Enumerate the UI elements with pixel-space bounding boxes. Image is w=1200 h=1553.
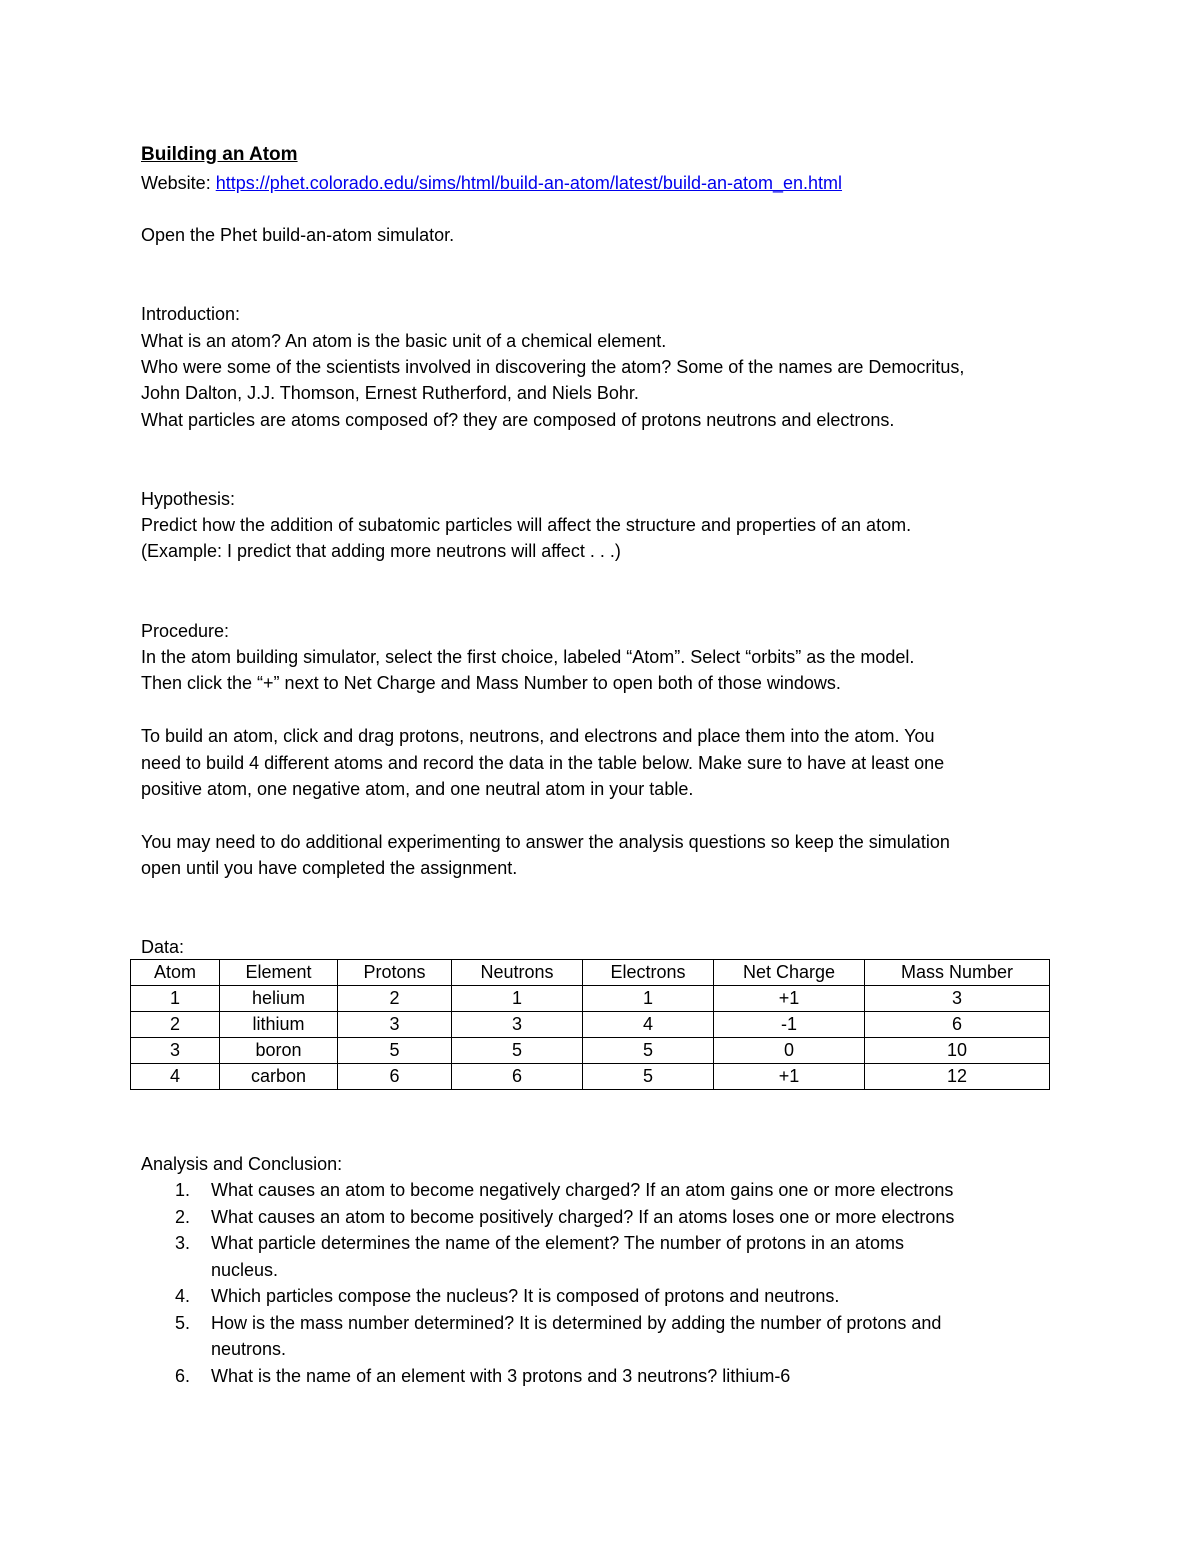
table-cell: 1 — [452, 986, 583, 1012]
table-cell: 1 — [583, 986, 714, 1012]
table-header-cell: Electrons — [583, 960, 714, 986]
data-table — [130, 959, 1050, 1090]
table-row — [131, 1064, 1050, 1090]
table-cell: +1 — [714, 986, 865, 1012]
table-cell: 3 — [131, 1038, 220, 1064]
table-row — [131, 1012, 1050, 1038]
table-cell: 4 — [583, 1012, 714, 1038]
open-instruction: Open the Phet build-an-atom simulator. — [141, 225, 455, 245]
table-cell: +1 — [714, 1064, 865, 1090]
table-cell: 3 — [865, 986, 1050, 1012]
list-text: neutrons. — [211, 1339, 287, 1359]
list-item — [141, 1177, 1061, 1204]
procedure-heading: Procedure: — [141, 621, 230, 641]
list-text: What causes an atom to become positively charged? If an atoms loses one or more electrons — [211, 1206, 955, 1227]
procedure-line: In the atom building simulator, select the first choice, labeled “Atom”. Select “orbits” as the model. — [141, 647, 915, 667]
table-cell: 3 — [338, 1012, 452, 1038]
list-text: What causes an atom to become negatively charged? If an atom gains one or more electrons — [211, 1180, 954, 1200]
table-cell: 2 — [338, 986, 452, 1012]
table-cell: carbon — [220, 1064, 338, 1090]
list-text: What is the name of an element with 3 protons and 3 neutrons? lithium-6 — [211, 1365, 791, 1386]
table-cell: boron — [220, 1038, 338, 1064]
table-header-cell: Net Charge — [714, 960, 865, 986]
list-number: 6. — [175, 1365, 191, 1386]
introduction-line: Who were some of the scientists involved in discovering the atom? Some of the names are Democritus, — [141, 357, 965, 377]
table-cell: 6 — [452, 1064, 583, 1090]
table-cell: 0 — [714, 1038, 865, 1064]
list-number: 4. — [175, 1286, 191, 1306]
analysis-heading: Analysis and Conclusion: — [141, 1154, 343, 1174]
table-cell: 5 — [452, 1038, 583, 1064]
table-cell: 6 — [865, 1012, 1050, 1038]
list-item — [141, 1283, 1061, 1310]
list-item — [141, 1204, 1061, 1231]
list-item — [141, 1230, 1061, 1283]
introduction-heading: Introduction: — [141, 304, 241, 324]
table-header-row — [131, 960, 1050, 986]
list-text: What particle determines the name of the element? The number of protons in an atoms — [211, 1233, 905, 1253]
data-label: Data: — [141, 937, 185, 957]
procedure-line: To build an atom, click and drag protons, neutrons, and electrons and place them into the atom. You — [141, 726, 935, 746]
table-header-cell: Neutrons — [452, 960, 583, 986]
procedure-line: Then click the “+” next to Net Charge and Mass Number to open both of those windows. — [141, 673, 841, 693]
website-label: Website: — [141, 173, 216, 193]
list-text: How is the mass number determined? It is determined by adding the number of protons and — [211, 1312, 942, 1333]
table-cell: lithium — [220, 1012, 338, 1038]
table-cell: 2 — [131, 1012, 220, 1038]
table-row — [131, 986, 1050, 1012]
website-line — [141, 170, 842, 196]
table-cell: 5 — [583, 1038, 714, 1064]
procedure-line: positive atom, one negative atom, and one neutral atom in your table. — [141, 779, 694, 799]
table-cell: 12 — [865, 1064, 1050, 1090]
table-cell: 3 — [452, 1012, 583, 1038]
hypothesis-line: Predict how the addition of subatomic particles will affect the structure and properties of an atom. — [141, 515, 912, 535]
page-title: Building an Atom — [141, 144, 298, 165]
table-cell: 5 — [583, 1064, 714, 1090]
table-cell: 10 — [865, 1038, 1050, 1064]
introduction-line: What particles are atoms composed of? they are composed of protons neutrons and electrons. — [141, 410, 895, 430]
procedure-line: You may need to do additional experimenting to answer the analysis questions so keep the simulation — [141, 832, 950, 852]
analysis-list — [141, 1177, 1061, 1389]
list-text: nucleus. — [211, 1259, 279, 1280]
table-cell: 5 — [338, 1038, 452, 1064]
table-cell: 1 — [131, 986, 220, 1012]
hypothesis-heading: Hypothesis: — [141, 489, 236, 509]
list-item — [141, 1363, 1061, 1390]
table-cell: -1 — [714, 1012, 865, 1038]
table-header-cell: Atom — [131, 960, 220, 986]
hypothesis-line: (Example: I predict that adding more neutrons will affect . . .) — [141, 541, 621, 561]
table-cell: 4 — [131, 1064, 220, 1090]
table-cell: 6 — [338, 1064, 452, 1090]
list-text: Which particles compose the nucleus? It is composed of protons and neutrons. — [211, 1286, 840, 1306]
introduction-line: John Dalton, J.J. Thomson, Ernest Rutherford, and Niels Bohr. — [141, 383, 639, 403]
website-link[interactable]: https://phet.colorado.edu/sims/html/build-an-atom/latest/build-an-atom_en.html — [215, 173, 843, 193]
list-number: 5. — [175, 1312, 191, 1333]
table-header-cell: Mass Number — [865, 960, 1050, 986]
table-cell: helium — [220, 986, 338, 1012]
list-number: 2. — [175, 1206, 191, 1227]
table-header-cell: Protons — [338, 960, 452, 986]
introduction-line: What is an atom? An atom is the basic unit of a chemical element. — [141, 331, 667, 351]
list-number: 1. — [175, 1180, 191, 1200]
table-header-cell: Element — [220, 960, 338, 986]
procedure-line: need to build 4 different atoms and record the data in the table below. Make sure to have at least one — [141, 753, 945, 773]
procedure-line: open until you have completed the assignment. — [141, 858, 518, 878]
list-number: 3. — [175, 1233, 191, 1253]
table-row — [131, 1038, 1050, 1064]
list-item — [141, 1310, 1061, 1363]
